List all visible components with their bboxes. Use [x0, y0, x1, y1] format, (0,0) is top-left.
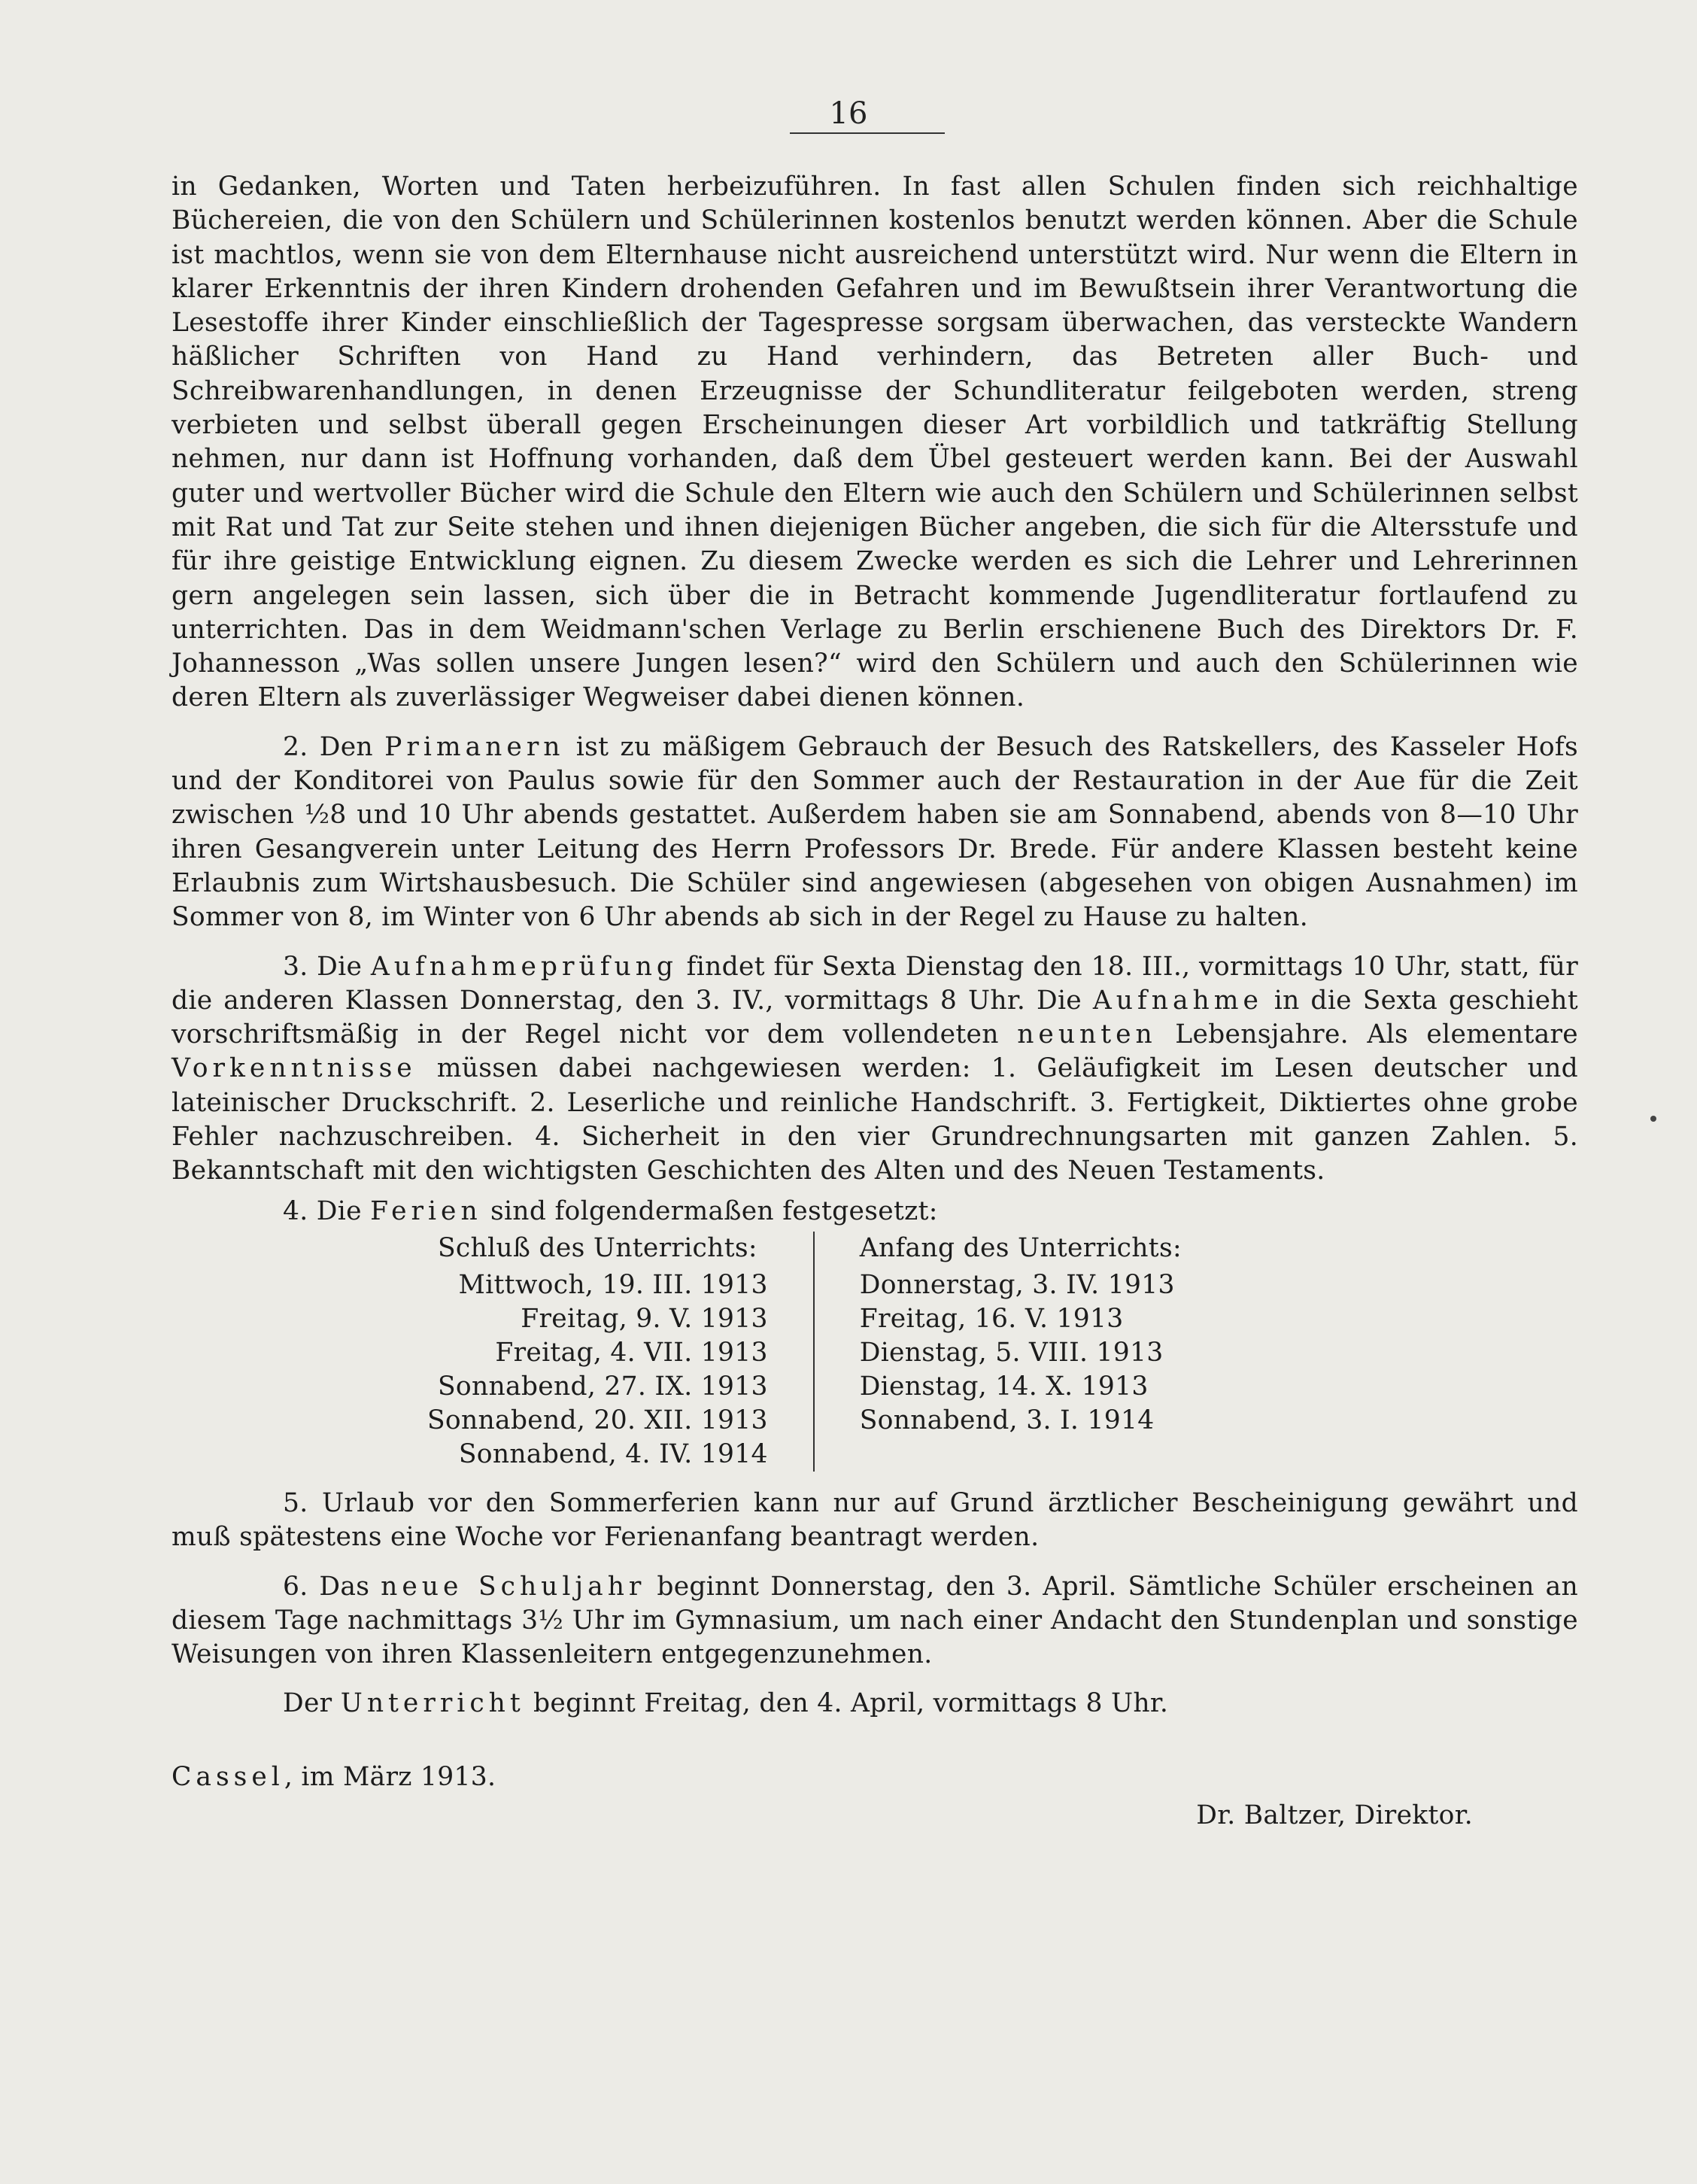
aufnahmepruefung-emphasis: Aufnahmeprüfung: [370, 951, 678, 982]
ferien-row: Mittwoch, 19. III. 1913: [458, 1269, 768, 1300]
ferien-header-start: Anfang des Unterrichts:: [859, 1232, 1182, 1263]
paragraph-7-body: beginnt Freitag, den 4. April, vormittags 8 Uhr.: [524, 1688, 1169, 1719]
paragraph-4: [172, 1195, 1578, 1229]
ferien-header-end: Schluß des Unterrichts:: [437, 1232, 757, 1263]
paragraph-2-emphasis: Primanern: [384, 731, 565, 762]
ferien-row: Dienstag, 5. VIII. 1913: [859, 1337, 1164, 1368]
ferien-row: Freitag, 4. VII. 1913: [495, 1337, 768, 1368]
paragraph-4-body: sind folgendermaßen festgesetzt:: [481, 1195, 938, 1226]
paragraph-3-body-3: Lebensjahre. Als elementare: [1156, 1019, 1578, 1050]
ferien-row: Freitag, 16. V. 1913: [859, 1303, 1124, 1334]
ferien-row: Donnerstag, 3. IV. 1913: [859, 1269, 1175, 1300]
ferien-emphasis: Ferien: [370, 1195, 482, 1226]
paragraph-7: [172, 1687, 1578, 1721]
ferien-row: Sonnabend, 3. I. 1914: [859, 1405, 1155, 1435]
aufnahme-emphasis: Aufnahme: [1092, 985, 1263, 1016]
paragraph-3-body-4: müssen dabei nachgewiesen werden: 1. Geläufigkeit im Lesen deutscher und lateinischer Druckschrift. 2. Leserliche und reinliche Handschrift. 3. Fertigkeit, Diktiertes ohne grobe Fehler nachzuschreiben. 4. Sicherheit in den vier Grundrechnungsarten mit ganzen Zahlen. 5. Bekanntschaft mit den wichtigsten Geschichten des Alten und des Neuen Testaments.: [172, 1053, 1578, 1186]
paragraph-4-lead: 4. Die: [283, 1195, 371, 1226]
main-text: [172, 170, 1578, 1833]
paragraph-2-lead: 2. Den: [283, 731, 385, 762]
paragraph-6-body: beginnt Donnerstag, den 3. April. Sämtliche Schüler erscheinen an diesem Tage nachmittags 3½ Uhr im Gymnasium, um nach einer Andacht den Stundenplan und sonstige Weisungen von ihren Klassenleitern entgegenzunehmen.: [172, 1571, 1578, 1670]
signature: Dr. Baltzer, Direktor.: [1196, 1800, 1473, 1830]
paragraph-3-body-1: findet für Sexta Dienstag den 18. III., vormittags 10 Uhr, statt, für die anderen Klassen Donnerstag, den 3. IV., vormittags 8 Uhr. Die: [172, 951, 1578, 1016]
ferien-table: [427, 1232, 1578, 1472]
paragraph-continuation: in Gedanken, Worten und Taten herbeizuführen. In fast allen Schulen finden sich reichhaltige Büchereien, die von den Schülern und Schülerinnen kostenlos benutzt werden können. Aber die Schule ist machtlos, wenn sie von dem Elternhause nicht ausreichend unterstützt wird. Nur wenn die Eltern in klarer Erkenntnis der ihren Kindern drohenden Gefahren und im Bewußtsein ihrer Verantwortung die Lesestoffe ihrer Kinder einschließlich der Tagespresse sorgsam überwachen, das versteckte Wandern häßlicher Schriften von Hand zu Hand verhindern, das Betreten aller Buch- und Schreibwarenhandlungen, in denen Erzeugnisse der Schundliteratur feilgeboten werden, streng verbieten und selbst überall gegen Erscheinungen dieser Art vorbildlich und tatkräftig Stellung nehmen, nur dann ist Hoffnung vorhanden, daß dem Übel gesteuert werden kann. Bei der Auswahl guter und wertvoller Bücher wird die Schule den Eltern wie auch den Schülern und Schülerinnen selbst mit Rat und Tat zur Seite stehen und ihnen diejenigen Bücher angeben, die sich für die Altersstufe und für ihre geistige Entwicklung eignen. Zu diesem Zwecke werden es sich die Lehrer und Lehrerinnen gern angelegen sein lassen, sich über die in Betracht kommende Jugendliteratur fortlaufend zu unterrichten. Das in dem Weidmann'schen Verlage zu Berlin erschienene Buch des Direktors Dr. F. Johannesson „Was sollen unsere Jungen lesen?“ wird den Schülern und auch den Schülerinnen wie deren Eltern als zuverlässiger Wegweiser dabei dienen können.: [172, 172, 1578, 713]
place-date-line: [172, 1760, 1578, 1794]
ferien-row: Sonnabend, 20. XII. 1913: [427, 1405, 768, 1435]
vorkenntnisse-emphasis: Vorkenntnisse: [172, 1053, 417, 1084]
page-number: 16: [829, 96, 868, 131]
paragraph-6: [172, 1570, 1578, 1672]
ink-speck: [1650, 1116, 1656, 1122]
paragraph-2-body: ist zu mäßigem Gebrauch der Besuch des Ratskellers, des Kasseler Hofs und der Konditorei von Paulus sowie für den Sommer auch der Restauration in der Aue für die Zeit zwischen ½8 und 10 Uhr abends gestattet. Außerdem haben sie am Sonnabend, abends von 8—10 Uhr ihren Gesangverein unter Leitung des Herrn Professors Dr. Brede. Für andere Klassen besteht keine Erlaubnis zum Wirtshausbesuch. Die Schüler sind angewiesen (abgesehen von obigen Ausnahmen) im Sommer von 8, im Winter von 6 Uhr abends ab sich in der Regel zu Hause zu halten.: [172, 731, 1579, 933]
neues-schuljahr-emphasis: neue Schuljahr: [381, 1571, 646, 1602]
paragraph-7-lead: Der: [283, 1688, 341, 1719]
unterricht-emphasis: Unterricht: [340, 1688, 525, 1719]
ferien-row: Dienstag, 14. X. 1913: [859, 1371, 1149, 1402]
paragraph-3: [172, 950, 1578, 1189]
neunten-emphasis: neunten: [1017, 1019, 1157, 1050]
place-name: Cassel: [172, 1761, 284, 1792]
ferien-column-start: [813, 1232, 1227, 1472]
paragraph-3-lead: 3. Die: [283, 951, 371, 982]
paragraph-3-body-2: in die Sexta geschieht vorschriftsmäßig in der Regel nicht vor dem vollendeten: [172, 985, 1578, 1050]
paragraph-2: [172, 731, 1578, 935]
ferien-row: Sonnabend, 4. IV. 1914: [458, 1438, 768, 1469]
ferien-column-end: [427, 1232, 813, 1472]
paragraph-5: 5. Urlaub vor den Sommerferien kann nur auf Grund ärztlicher Bescheinigung gewährt und muß spätestens eine Woche vor Ferienanfang beantragt werden.: [172, 1487, 1578, 1553]
ferien-row: Sonnabend, 27. IX. 1913: [437, 1371, 768, 1402]
date-text: , im März 1913.: [284, 1761, 496, 1792]
ferien-row: Freitag, 9. V. 1913: [521, 1303, 768, 1334]
page-number-rule: [790, 132, 945, 134]
paragraph-6-lead: 6. Das: [283, 1571, 381, 1602]
